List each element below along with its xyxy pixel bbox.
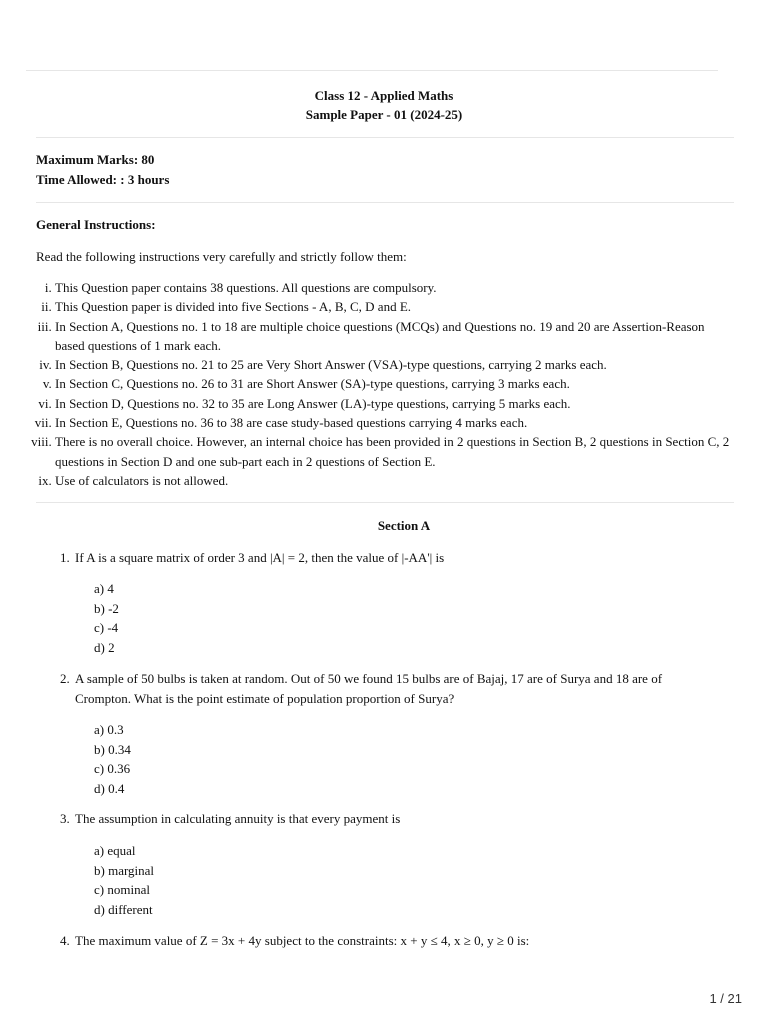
question-text: The assumption in calculating annuity is that every payment is — [75, 811, 401, 826]
option: d) 0.4 — [94, 780, 125, 796]
page-indicator: 1 / 21 — [709, 991, 742, 1006]
question-number: 2. — [60, 671, 70, 686]
question-number: 1. — [60, 550, 70, 565]
question-2 — [60, 669, 692, 708]
instruction-item: vi. In Section D, Questions no. 32 to 35 are Long Answer (LA)-type questions, carrying 5 marks each. — [55, 394, 737, 413]
question-3 — [60, 809, 700, 829]
question-2-options — [94, 720, 131, 798]
option: a) equal — [94, 843, 136, 858]
option: b) marginal — [94, 862, 155, 878]
divider — [36, 202, 734, 203]
question-number: 3. — [60, 811, 70, 826]
instruction-item: iv. In Section B, Questions no. 21 to 25 are Very Short Answer (VSA)-type questions, carrying 2 marks each. — [55, 355, 737, 374]
question-1-options — [94, 579, 119, 657]
instruction-item: viii. There is no overall choice. However, an internal choice has been provided in 2 questions in Section B, 2 questions in Section C, 2 questions in Section D and one sub-part each in 2 questions of Section E. — [55, 432, 737, 471]
instructions-intro: Read the following instructions very carefully and strictly follow them: — [36, 249, 407, 264]
time-allowed: Time Allowed: : 3 hours — [36, 172, 170, 187]
instruction-item: ix. Use of calculators is not allowed. — [55, 471, 737, 490]
question-text: The maximum value of Z = 3x + 4y subject to the constraints: x + y ≤ 4, x ≥ 0, y ≥ 0 is: — [75, 933, 530, 948]
general-instructions-heading: General Instructions: — [36, 217, 156, 232]
option: d) 2 — [94, 639, 115, 655]
option: c) nominal — [94, 882, 150, 897]
paper-class-title: Class 12 - Applied Maths — [314, 88, 454, 103]
instructions-list — [0, 278, 737, 490]
option: a) 4 — [94, 581, 114, 596]
question-3-options — [94, 841, 154, 919]
top-divider — [26, 70, 718, 71]
question-4 — [60, 931, 700, 951]
instruction-item: ii. This Question paper is divided into five Sections - A, B, C, D and E. — [55, 297, 737, 316]
instruction-item: i. This Question paper contains 38 questions. All questions are compulsory. — [55, 278, 737, 297]
instruction-item: iii. In Section A, Questions no. 1 to 18 are multiple choice questions (MCQs) and Questions no. 19 and 20 are Assertion-Reason based questions of 1 mark each. — [55, 317, 737, 356]
option: a) 0.3 — [94, 722, 124, 737]
paper-sample-title: Sample Paper - 01 (2024-25) — [305, 107, 463, 122]
option: d) different — [94, 901, 153, 917]
section-a-title: Section A — [377, 518, 431, 533]
divider — [36, 502, 734, 503]
question-1 — [60, 548, 700, 568]
option: c) -4 — [94, 620, 119, 635]
option: b) -2 — [94, 600, 119, 616]
option: b) 0.34 — [94, 741, 131, 757]
instruction-item: v. In Section C, Questions no. 26 to 31 are Short Answer (SA)-type questions, carrying 3 marks each. — [55, 374, 737, 393]
maximum-marks: Maximum Marks: 80 — [36, 152, 155, 167]
question-text: A sample of 50 bulbs is taken at random. Out of 50 we found 15 bulbs are of Bajaj, 17 are of Surya and 18 are of Crompton. What is the point estimate of population proportion of Surya? — [75, 671, 663, 706]
question-number: 4. — [60, 933, 70, 948]
instruction-item: vii. In Section E, Questions no. 36 to 38 are case study-based questions carrying 4 marks each. — [55, 413, 737, 432]
divider — [36, 137, 734, 138]
question-text: If A is a square matrix of order 3 and |A| = 2, then the value of |-AA'| is — [75, 550, 445, 565]
option: c) 0.36 — [94, 761, 131, 776]
